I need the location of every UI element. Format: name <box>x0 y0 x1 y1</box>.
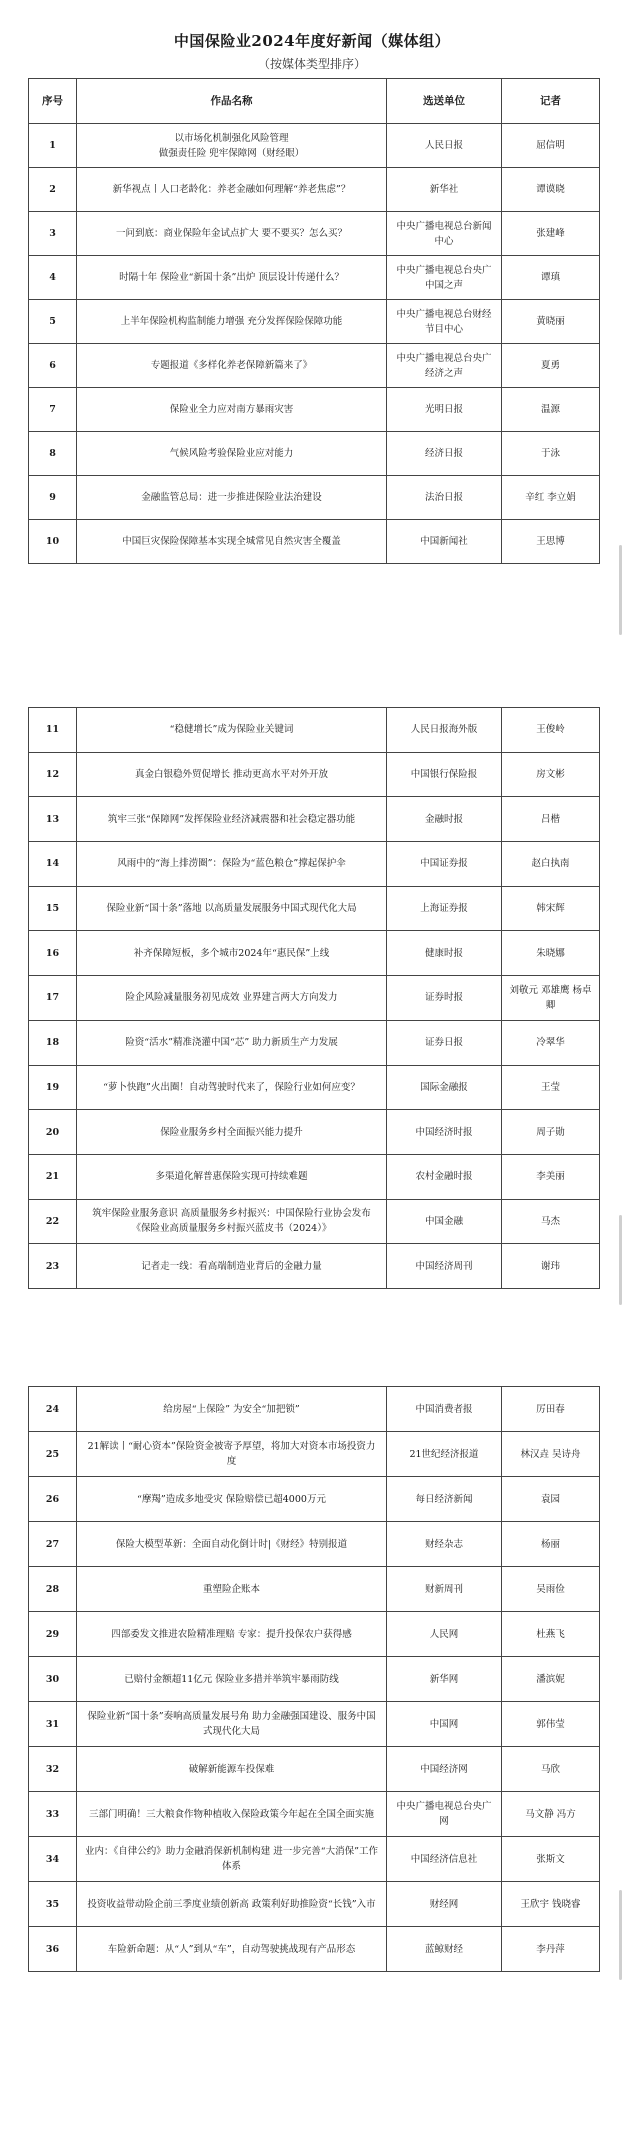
table-row <box>29 1199 600 1244</box>
submitting-unit: 中国经济网 <box>387 1747 502 1792</box>
page-title: 中国保险业2024年度好新闻（媒体组） <box>173 32 451 50</box>
header-no: 序号 <box>29 79 77 124</box>
row-number: 22 <box>29 1199 77 1244</box>
reporter-name: 王欣宇 钱晓睿 <box>502 1882 600 1927</box>
reporter-name: 马杰 <box>502 1199 600 1244</box>
reporter-name: 厉田春 <box>502 1387 600 1432</box>
table-row <box>29 1837 600 1882</box>
article-title: 重塑险企账本 <box>77 1567 387 1612</box>
reporter-name: 林汉垚 吴诗舟 <box>502 1432 600 1477</box>
reporter-name: 周子勋 <box>502 1110 600 1155</box>
table-row <box>29 1110 600 1155</box>
reporter-name: 谭谟晓 <box>502 168 600 212</box>
table-row <box>29 1792 600 1837</box>
article-title: “摩羯”造成多地受灾 保险赔偿已超4000万元 <box>77 1477 387 1522</box>
article-title: 筑牢保险业服务意识 高质量服务乡村振兴：中国保险行业协会发布《保险业高质量服务乡村振兴蓝皮书（2024）》 <box>77 1199 387 1244</box>
table-row <box>29 1477 600 1522</box>
page-subtitle: （按媒体类型排序） <box>257 57 366 71</box>
row-number: 32 <box>29 1747 77 1792</box>
reporter-name: 谭瑱 <box>502 256 600 300</box>
row-number: 8 <box>29 432 77 476</box>
submitting-unit: 中国证券报 <box>387 842 502 887</box>
reporter-name: 马欣 <box>502 1747 600 1792</box>
table-row <box>29 1065 600 1110</box>
row-number: 1 <box>29 124 77 168</box>
article-title: 车险新命题：从“人”到从“车”，自动驾驶挑战现有产品形态 <box>77 1927 387 1972</box>
reporter-name: 郭伟莹 <box>502 1702 600 1747</box>
reporter-name: 于泳 <box>502 432 600 476</box>
submitting-unit: 财经网 <box>387 1882 502 1927</box>
reporter-name: 黄晓丽 <box>502 300 600 344</box>
submitting-unit: 21世纪经济报道 <box>387 1432 502 1477</box>
reporter-name: 潘滨妮 <box>502 1657 600 1702</box>
table-row <box>29 886 600 931</box>
article-title: 21解读丨“耐心资本”保险资金被寄予厚望，将加大对资本市场投资力度 <box>77 1432 387 1477</box>
row-number: 15 <box>29 886 77 931</box>
submitting-unit: 中国银行保险报 <box>387 752 502 797</box>
reporter-name: 谢玮 <box>502 1244 600 1289</box>
header-reporter: 记者 <box>502 79 600 124</box>
row-number: 24 <box>29 1387 77 1432</box>
row-number: 25 <box>29 1432 77 1477</box>
submitting-unit: 中国网 <box>387 1702 502 1747</box>
reporter-name: 辛红 李立娟 <box>502 476 600 520</box>
table-row <box>29 1244 600 1289</box>
table-row <box>29 1020 600 1065</box>
table-row <box>29 256 600 300</box>
article-title: 破解新能源车投保难 <box>77 1747 387 1792</box>
scroll-indicator <box>619 1890 622 1980</box>
row-number: 2 <box>29 168 77 212</box>
row-number: 31 <box>29 1702 77 1747</box>
submitting-unit: 中央广播电视总台央广经济之声 <box>387 344 502 388</box>
row-number: 21 <box>29 1154 77 1199</box>
scroll-indicator <box>619 1215 622 1305</box>
table-row <box>29 1657 600 1702</box>
submitting-unit: 财新周刊 <box>387 1567 502 1612</box>
news-table <box>28 78 600 564</box>
table-row <box>29 752 600 797</box>
reporter-name: 温源 <box>502 388 600 432</box>
table-body <box>29 708 600 1289</box>
article-title: 筑牢三张“保障网”发挥保险业经济减震器和社会稳定器功能 <box>77 797 387 842</box>
submitting-unit: 人民日报 <box>387 124 502 168</box>
submitting-unit: 中央广播电视总台新闻中心 <box>387 212 502 256</box>
reporter-name: 李美丽 <box>502 1154 600 1199</box>
row-number: 7 <box>29 388 77 432</box>
submitting-unit: 农村金融时报 <box>387 1154 502 1199</box>
article-title: 险企风险减量服务初见成效 业界建言两大方向发力 <box>77 976 387 1021</box>
submitting-unit: 蓝鲸财经 <box>387 1927 502 1972</box>
article-title: 保险业新“国十条”奏响高质量发展号角 助力金融强国建设、服务中国式现代化大局 <box>77 1702 387 1747</box>
article-title: 已赔付金额超11亿元 保险业多措并举筑牢暴雨防线 <box>77 1657 387 1702</box>
row-number: 14 <box>29 842 77 887</box>
submitting-unit: 中央广播电视总台财经节目中心 <box>387 300 502 344</box>
reporter-name: 冷翠华 <box>502 1020 600 1065</box>
reporter-name: 赵白执南 <box>502 842 600 887</box>
table-header-row <box>29 79 600 124</box>
submitting-unit: 人民日报海外版 <box>387 708 502 753</box>
reporter-name: 王俊岭 <box>502 708 600 753</box>
table-row <box>29 1432 600 1477</box>
reporter-name: 房文彬 <box>502 752 600 797</box>
row-number: 20 <box>29 1110 77 1155</box>
submitting-unit: 新华网 <box>387 1657 502 1702</box>
row-number: 11 <box>29 708 77 753</box>
table-row <box>29 708 600 753</box>
table-row <box>29 520 600 564</box>
row-number: 35 <box>29 1882 77 1927</box>
submitting-unit: 中国新闻社 <box>387 520 502 564</box>
table-row <box>29 1522 600 1567</box>
row-number: 36 <box>29 1927 77 1972</box>
submitting-unit: 经济日报 <box>387 432 502 476</box>
table-row <box>29 1747 600 1792</box>
row-number: 26 <box>29 1477 77 1522</box>
submitting-unit: 中国金融 <box>387 1199 502 1244</box>
submitting-unit: 证券日报 <box>387 1020 502 1065</box>
reporter-name: 刘敬元 邓雄鹰 杨卓卿 <box>502 976 600 1021</box>
reporter-name: 袁园 <box>502 1477 600 1522</box>
article-title: 新华视点丨人口老龄化：养老金融如何理解“养老焦虑”？ <box>77 168 387 212</box>
news-table-section-3 <box>28 1386 599 1972</box>
row-number: 28 <box>29 1567 77 1612</box>
submitting-unit: 国际金融报 <box>387 1065 502 1110</box>
scroll-indicator <box>619 545 622 635</box>
reporter-name: 杜燕飞 <box>502 1612 600 1657</box>
article-title: 真金白银稳外贸促增长 推动更高水平对外开放 <box>77 752 387 797</box>
submitting-unit: 中央广播电视总台央广中国之声 <box>387 256 502 300</box>
table-row <box>29 1882 600 1927</box>
row-number: 23 <box>29 1244 77 1289</box>
table-row <box>29 168 600 212</box>
submitting-unit: 中央广播电视总台央广网 <box>387 1792 502 1837</box>
article-title: 专题报道《多样化养老保障新篇来了》 <box>77 344 387 388</box>
submitting-unit: 中国消费者报 <box>387 1387 502 1432</box>
table-row <box>29 124 600 168</box>
article-title: “稳健增长”成为保险业关键词 <box>77 708 387 753</box>
row-number: 16 <box>29 931 77 976</box>
article-title: 保险业全力应对南方暴雨灾害 <box>77 388 387 432</box>
reporter-name: 张斯文 <box>502 1837 600 1882</box>
submitting-unit: 上海证券报 <box>387 886 502 931</box>
article-title: 风雨中的“海上排涝圈”：保险为“蓝色粮仓”撑起保护伞 <box>77 842 387 887</box>
article-title: 补齐保障短板，多个城市2024年“惠民保”上线 <box>77 931 387 976</box>
article-title: 上半年保险机构监制能力增强 充分发挥保险保障功能 <box>77 300 387 344</box>
header-unit: 选送单位 <box>387 79 502 124</box>
submitting-unit: 新华社 <box>387 168 502 212</box>
reporter-name: 王莹 <box>502 1065 600 1110</box>
table-row <box>29 212 600 256</box>
article-title: 中国巨灾保险保障基本实现全城常见自然灾害全覆盖 <box>77 520 387 564</box>
article-title: 保险业服务乡村全面振兴能力提升 <box>77 1110 387 1155</box>
reporter-name: 张建峰 <box>502 212 600 256</box>
row-number: 13 <box>29 797 77 842</box>
submitting-unit: 中国经济周刊 <box>387 1244 502 1289</box>
reporter-name: 李丹萍 <box>502 1927 600 1972</box>
submitting-unit: 光明日报 <box>387 388 502 432</box>
article-title: 以市场化机制强化风险管理 做强责任险 兜牢保障网（财经眼） <box>77 124 387 168</box>
table-row <box>29 476 600 520</box>
submitting-unit: 中国经济信息社 <box>387 1837 502 1882</box>
news-table <box>28 1386 600 1972</box>
submitting-unit: 证券时报 <box>387 976 502 1021</box>
article-title: 保险业新“国十条”落地 以高质量发展服务中国式现代化大局 <box>77 886 387 931</box>
table-row <box>29 1927 600 1972</box>
article-title: 气候风险考验保险业应对能力 <box>77 432 387 476</box>
row-number: 9 <box>29 476 77 520</box>
table-row <box>29 1567 600 1612</box>
table-row <box>29 842 600 887</box>
table-row <box>29 976 600 1021</box>
submitting-unit: 人民网 <box>387 1612 502 1657</box>
row-number: 19 <box>29 1065 77 1110</box>
table-row <box>29 1387 600 1432</box>
submitting-unit: 法治日报 <box>387 476 502 520</box>
table-row <box>29 797 600 842</box>
header-title: 作品名称 <box>77 79 387 124</box>
submitting-unit: 财经杂志 <box>387 1522 502 1567</box>
article-title: 保险大模型革新：全面自动化倒计时|《财经》特别报道 <box>77 1522 387 1567</box>
table-row <box>29 344 600 388</box>
row-number: 29 <box>29 1612 77 1657</box>
table-row <box>29 300 600 344</box>
article-title: 三部门明确！三大粮食作物种植收入保险政策今年起在全国全面实施 <box>77 1792 387 1837</box>
row-number: 34 <box>29 1837 77 1882</box>
article-title: 业内：《自律公约》助力金融消保新机制构建 进一步完善“大消保”工作体系 <box>77 1837 387 1882</box>
reporter-name: 吕楷 <box>502 797 600 842</box>
reporter-name: 马文静 冯方 <box>502 1792 600 1837</box>
article-title: 时隔十年 保险业“新国十条”出炉 顶层设计传递什么？ <box>77 256 387 300</box>
reporter-name: 韩宋辉 <box>502 886 600 931</box>
article-title: 险资“活水”精准浇灌中国“芯” 助力新质生产力发展 <box>77 1020 387 1065</box>
reporter-name: 王思博 <box>502 520 600 564</box>
article-title: 一问到底：商业保险年金试点扩大 要不要买？怎么买？ <box>77 212 387 256</box>
news-table-section-2 <box>28 707 599 1289</box>
submitting-unit: 金融时报 <box>387 797 502 842</box>
submitting-unit: 健康时报 <box>387 931 502 976</box>
row-number: 30 <box>29 1657 77 1702</box>
table-row <box>29 1154 600 1199</box>
row-number: 27 <box>29 1522 77 1567</box>
row-number: 18 <box>29 1020 77 1065</box>
row-number: 3 <box>29 212 77 256</box>
reporter-name: 朱晓娜 <box>502 931 600 976</box>
article-title: 给房屋“上保险” 为安全“加把锁” <box>77 1387 387 1432</box>
table-row <box>29 931 600 976</box>
reporter-name: 杨丽 <box>502 1522 600 1567</box>
table-row <box>29 1612 600 1657</box>
reporter-name: 夏勇 <box>502 344 600 388</box>
article-title: 多渠道化解普惠保险实现可持续难题 <box>77 1154 387 1199</box>
table-row <box>29 388 600 432</box>
submitting-unit: 每日经济新闻 <box>387 1477 502 1522</box>
reporter-name: 吴雨俭 <box>502 1567 600 1612</box>
row-number: 12 <box>29 752 77 797</box>
row-number: 4 <box>29 256 77 300</box>
news-table-section-1 <box>28 78 599 564</box>
article-title: 四部委发文推进农险精准理赔 专家：提升投保农户获得感 <box>77 1612 387 1657</box>
row-number: 17 <box>29 976 77 1021</box>
table-row <box>29 1702 600 1747</box>
submitting-unit: 中国经济时报 <box>387 1110 502 1155</box>
table-row <box>29 432 600 476</box>
reporter-name: 屈信明 <box>502 124 600 168</box>
news-table <box>28 707 600 1289</box>
table-body <box>29 124 600 564</box>
article-title: 投资收益带动险企前三季度业绩创新高 政策利好助推险资“长钱”入市 <box>77 1882 387 1927</box>
article-title: 金融监管总局：进一步推进保险业法治建设 <box>77 476 387 520</box>
row-number: 10 <box>29 520 77 564</box>
row-number: 33 <box>29 1792 77 1837</box>
article-title: 记者走一线：看高端制造业背后的金融力量 <box>77 1244 387 1289</box>
article-title: “萝卜快跑”火出圈！自动驾驶时代来了，保险行业如何应变？ <box>77 1065 387 1110</box>
row-number: 5 <box>29 300 77 344</box>
table-body <box>29 1387 600 1972</box>
row-number: 6 <box>29 344 77 388</box>
